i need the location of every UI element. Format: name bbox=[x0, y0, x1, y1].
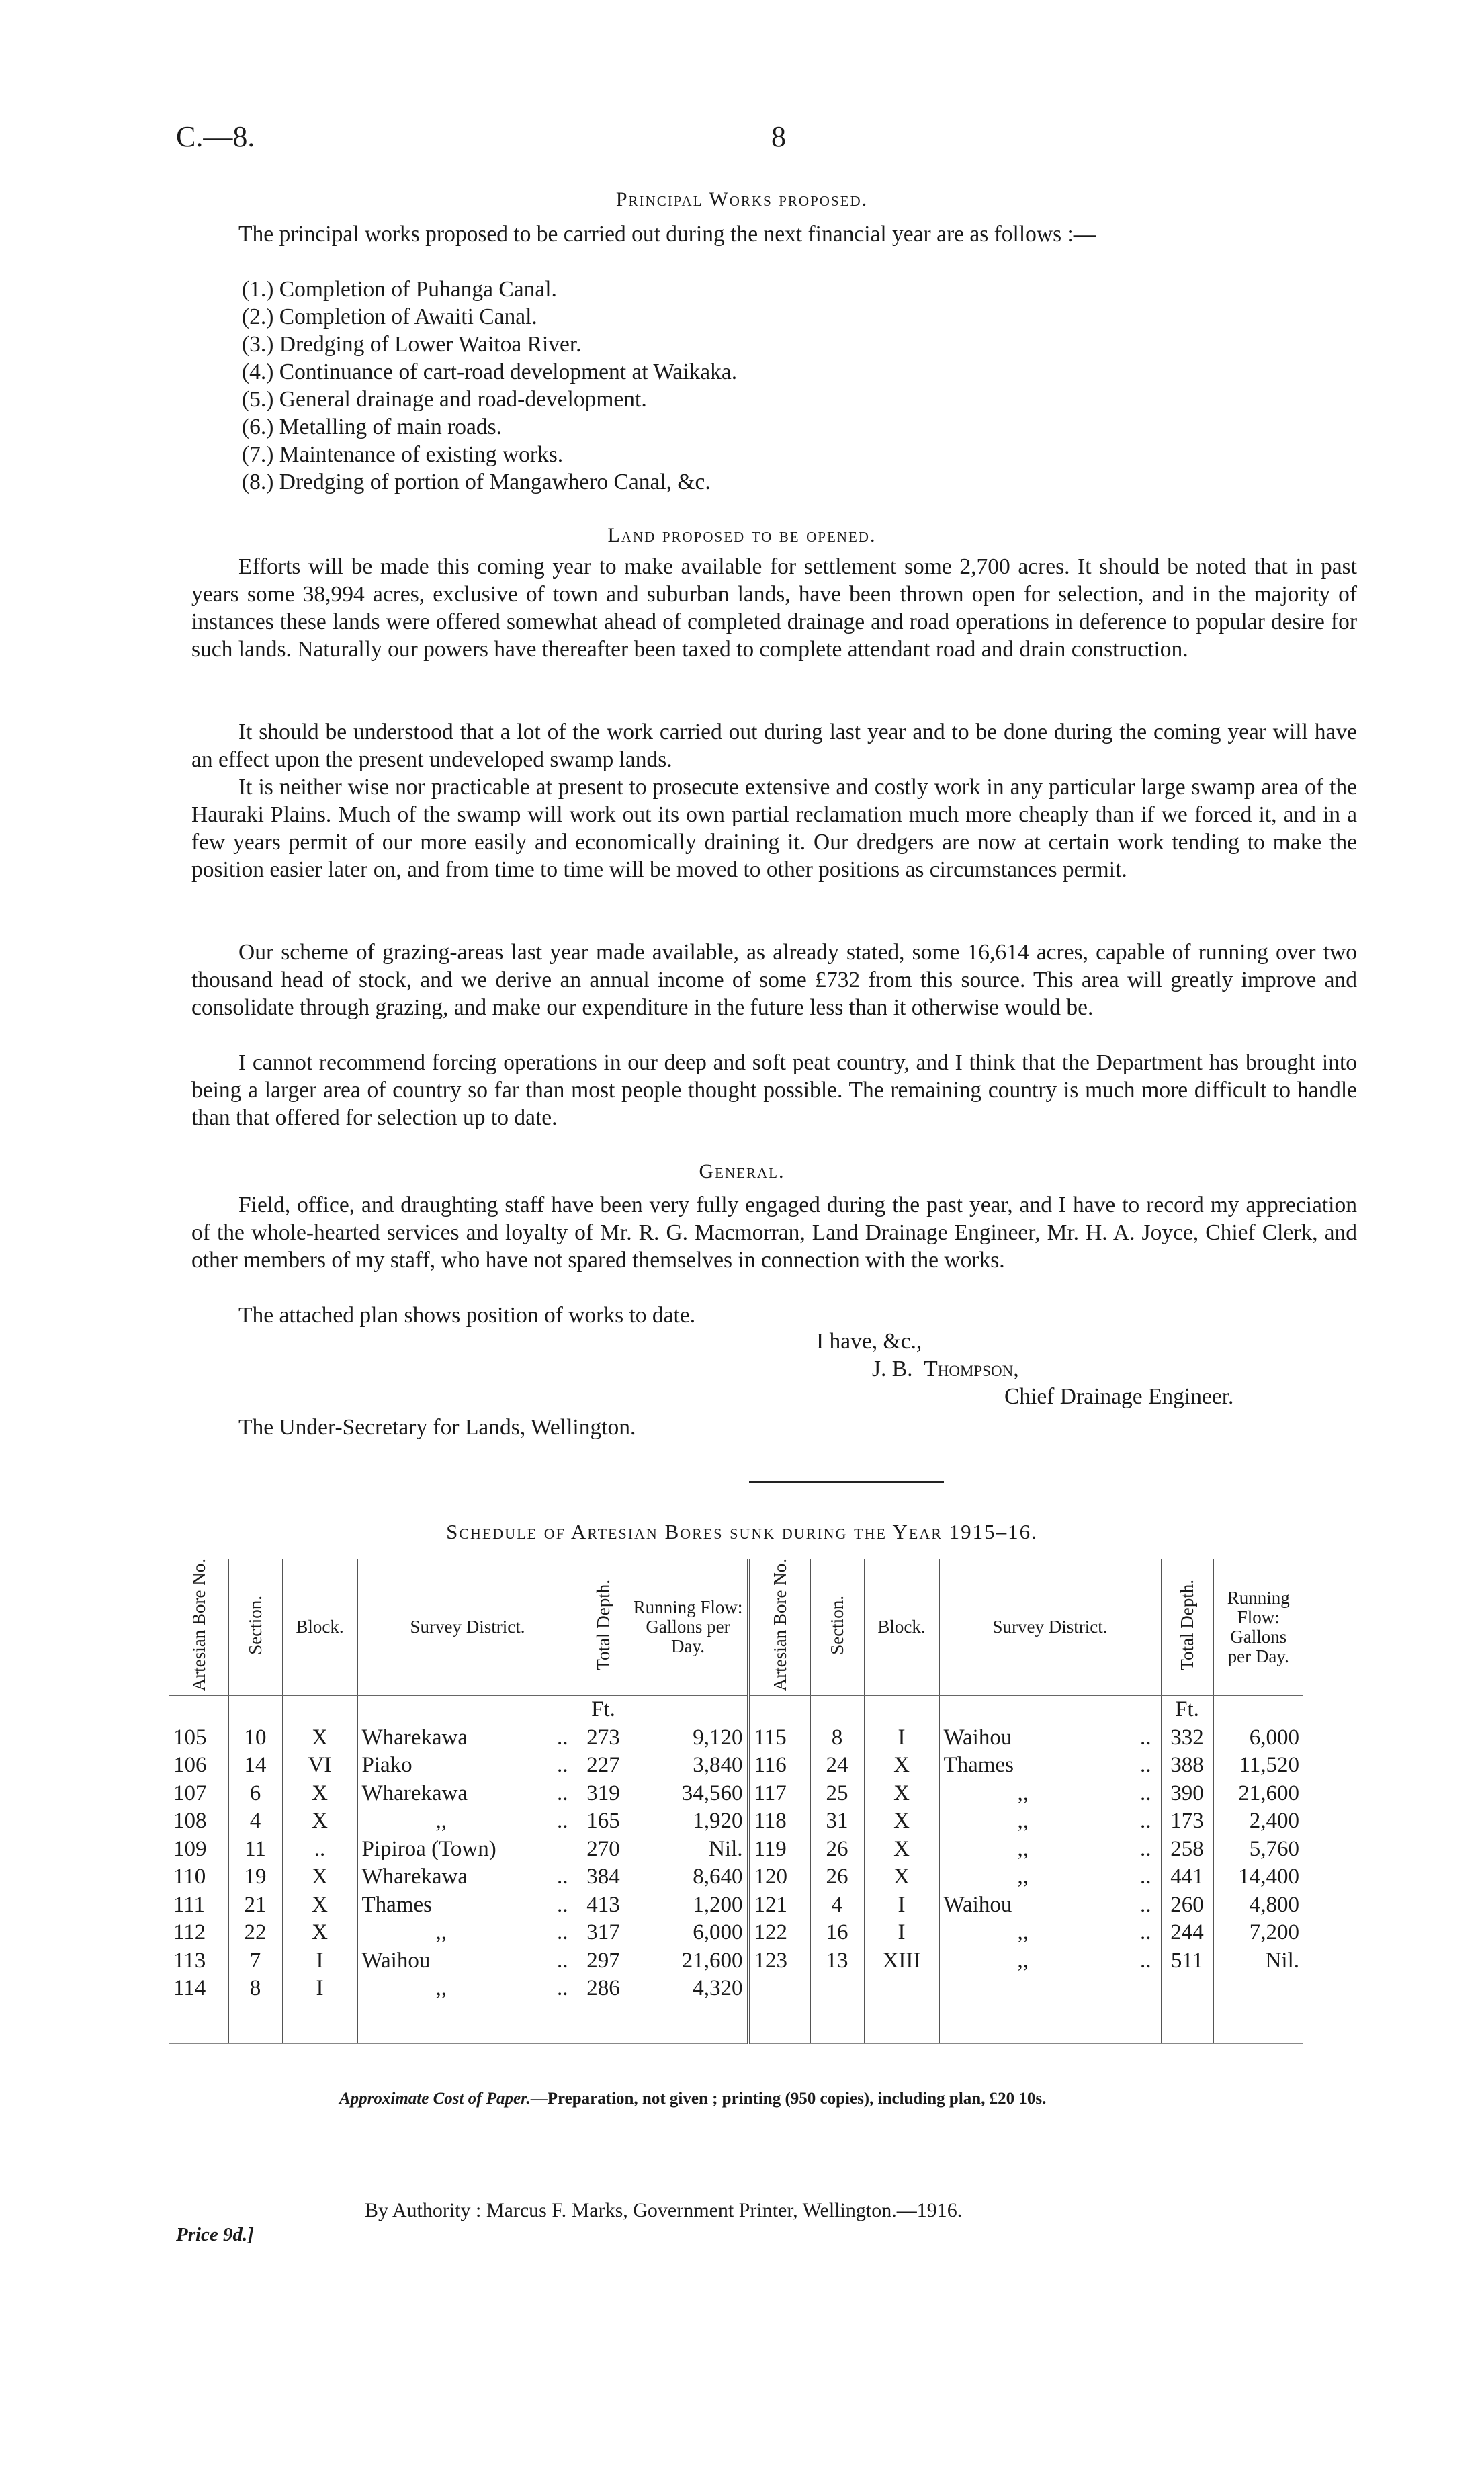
flow-cell: 21,600 bbox=[1213, 1780, 1303, 1808]
leader-dots: .. bbox=[1140, 1920, 1151, 1945]
table-row bbox=[169, 1836, 1303, 1864]
bore-no-cell: 108 bbox=[173, 1809, 207, 1834]
section-cell: 13 bbox=[810, 1947, 864, 1975]
flow-cell: 6,000 bbox=[1213, 1724, 1303, 1752]
block-cell: X bbox=[864, 1752, 939, 1780]
section-cell: 26 bbox=[810, 1863, 864, 1891]
depth-cell: 260 bbox=[1161, 1891, 1213, 1920]
block-cell: X bbox=[282, 1724, 357, 1752]
table-row bbox=[169, 1780, 1303, 1808]
depth-cell: 258 bbox=[1161, 1836, 1213, 1864]
block-cell: X bbox=[282, 1780, 357, 1808]
section-cell: 25 bbox=[810, 1780, 864, 1808]
land-paragraph: It is neither wise nor practicable at present to prosecute extensive and costly work in any particular large swamp area of the Hauraki Plains. Much of the swamp will work out its own partial reclamation much more cheaply than if we forced it, and in a few years permit of our more easily and economically draining it. Our dredgers are now at certain work tending to make the position easier later on, and from time to time will be moved to other positions as circumstances permit. bbox=[191, 775, 1357, 882]
district-cell bbox=[939, 1975, 1161, 2003]
leader-dots: .. bbox=[557, 1976, 568, 2001]
district-cell bbox=[357, 1752, 578, 1780]
leader-dots: .. bbox=[557, 1920, 568, 1945]
section-cell: 10 bbox=[228, 1724, 282, 1752]
district-cell bbox=[357, 1919, 578, 1947]
depth-cell: 173 bbox=[1161, 1807, 1213, 1836]
document-reference: C.—8. bbox=[176, 120, 255, 153]
leader-dots: .. bbox=[557, 1892, 568, 1917]
works-item: (5.) General drainage and road-development. bbox=[242, 387, 647, 412]
district-name: Wharekawa bbox=[361, 1725, 468, 1750]
flow-cell: 1,920 bbox=[629, 1807, 748, 1836]
district-name: Waihou bbox=[361, 1948, 431, 1973]
header-district: Survey District. bbox=[939, 1559, 1161, 1696]
works-item: (6.) Metalling of main roads. bbox=[242, 415, 503, 439]
general-paragraph: Field, office, and draughting staff have been very fully engaged during the past year, and I have to record my appreciation of the whole-hearted services and loyalty of Mr. R. G. Macmorran, Land Drainage Engineer, Mr. H. A. Joyce, Chief Clerk, and other members of my staff, who have not spared themselves in connection with the works. bbox=[191, 1193, 1357, 1273]
units-row bbox=[169, 1696, 1303, 1724]
section-cell: 4 bbox=[810, 1891, 864, 1920]
district-cell bbox=[939, 1891, 1161, 1920]
district-name: Wharekawa bbox=[361, 1865, 468, 1889]
leader-dots: .. bbox=[1140, 1948, 1151, 1973]
district-cell bbox=[357, 1975, 578, 2003]
price: Price 9d.] bbox=[176, 2224, 254, 2245]
flow-cell: 5,760 bbox=[1213, 1836, 1303, 1864]
bore-no-cell: 111 bbox=[173, 1892, 206, 1917]
flow-cell: Nil. bbox=[1213, 1947, 1303, 1975]
works-item: (7.) Maintenance of existing works. bbox=[242, 442, 564, 467]
table-row bbox=[169, 1807, 1303, 1836]
district-cell bbox=[357, 1807, 578, 1836]
works-list bbox=[242, 275, 737, 496]
depth-cell: 388 bbox=[1161, 1752, 1213, 1780]
block-cell: I bbox=[864, 1724, 939, 1752]
block-cell: X bbox=[864, 1836, 939, 1864]
table-header-row bbox=[169, 1559, 1303, 1696]
section-cell: 31 bbox=[810, 1807, 864, 1836]
section-cell: 14 bbox=[228, 1752, 282, 1780]
table-row bbox=[169, 1863, 1303, 1891]
bore-no-cell: 114 bbox=[173, 1976, 206, 2001]
header-depth: Total Depth. bbox=[578, 1559, 629, 1696]
closing: I have, &c., bbox=[816, 1329, 922, 1354]
leader-dots: .. bbox=[557, 1725, 568, 1750]
district-name: ,, bbox=[1017, 1836, 1029, 1861]
units-label: Ft. bbox=[1161, 1696, 1213, 1724]
flow-cell: 7,200 bbox=[1213, 1919, 1303, 1947]
cost-note: Approximate Cost of Paper.—Preparation, not given ; printing (950 copies), including plan, £20 10s. bbox=[339, 2090, 1047, 2108]
leader-dots: .. bbox=[557, 1948, 568, 1973]
flow-cell: 1,200 bbox=[629, 1891, 748, 1920]
section-cell: 8 bbox=[228, 1975, 282, 2003]
header-flow: Running Flow: Gallons per Day. bbox=[1213, 1559, 1303, 1696]
flow-cell: 2,400 bbox=[1213, 1807, 1303, 1836]
section-cell: 21 bbox=[228, 1891, 282, 1920]
flow-cell: 4,320 bbox=[629, 1975, 748, 2003]
table-row bbox=[169, 1752, 1303, 1780]
bore-no-cell: 110 bbox=[173, 1865, 206, 1889]
district-cell bbox=[939, 1863, 1161, 1891]
bore-no-cell: 119 bbox=[748, 1836, 810, 1864]
block-cell: X bbox=[282, 1891, 357, 1920]
depth-cell: 273 bbox=[578, 1724, 629, 1752]
district-name: ,, bbox=[435, 1976, 447, 2001]
header-district: Survey District. bbox=[357, 1559, 578, 1696]
principal-works-heading: Principal Works proposed. bbox=[615, 188, 869, 210]
district-name: ,, bbox=[435, 1920, 447, 1945]
principal-works-intro bbox=[191, 220, 1357, 248]
depth-cell: 441 bbox=[1161, 1863, 1213, 1891]
header-section: Section. bbox=[810, 1559, 864, 1696]
bore-no-cell: 121 bbox=[748, 1891, 810, 1920]
block-cell: I bbox=[864, 1891, 939, 1920]
leader-dots: .. bbox=[1140, 1809, 1151, 1834]
bore-no-cell: 113 bbox=[173, 1948, 206, 1973]
leader-dots: .. bbox=[557, 1809, 568, 1834]
depth-cell: 332 bbox=[1161, 1724, 1213, 1752]
block-cell: X bbox=[282, 1863, 357, 1891]
header-block: Block. bbox=[864, 1559, 939, 1696]
land-paragraph: Efforts will be made this coming year to make available for settlement some 2,700 acres. It should be noted that in past years some 38,994 acres, exclusive of town and suburban lands, have been thrown open for selection, and in the majority of instances these lands were offered somewhat ahead of completed drainage and road operations in deference to popular desire for such lands. Naturally our powers have thereafter been taxed to complete attendant road and drain construction. bbox=[191, 554, 1357, 662]
leader-dots: .. bbox=[1140, 1865, 1151, 1889]
district-cell bbox=[357, 1724, 578, 1752]
works-item: (2.) Completion of Awaiti Canal. bbox=[242, 304, 537, 329]
header-bore-no: Artesian Bore No. bbox=[748, 1559, 810, 1696]
flow-cell: Nil. bbox=[629, 1836, 748, 1864]
land-paragraph: Our scheme of grazing-areas last year made available, as already stated, some 16,614 acres, capable of running over two thousand head of stock, and we derive an annual income of some £732 from this source. This area will greatly improve and consolidate through grazing, and make our expenditure in the future less than it otherwise would be. bbox=[191, 940, 1357, 1020]
page-number: 8 bbox=[771, 120, 786, 153]
table-row bbox=[169, 1947, 1303, 1975]
district-name: Thames bbox=[361, 1892, 432, 1917]
flow-cell: 34,560 bbox=[629, 1780, 748, 1808]
district-name: Wharekawa bbox=[361, 1781, 468, 1805]
signatory-title: Chief Drainage Engineer. bbox=[1004, 1384, 1234, 1409]
district-cell bbox=[357, 1780, 578, 1808]
schedule-title: Schedule of Artesian Bores sunk during the Year 1915–16. bbox=[446, 1520, 1038, 1543]
block-cell: .. bbox=[282, 1836, 357, 1864]
district-name: Thames bbox=[943, 1753, 1014, 1778]
depth-cell: 413 bbox=[578, 1891, 629, 1920]
depth-cell: 390 bbox=[1161, 1780, 1213, 1808]
works-item: (4.) Continuance of cart-road development at Waikaka. bbox=[242, 359, 738, 384]
table-row bbox=[169, 1724, 1303, 1752]
depth-cell bbox=[1161, 1975, 1213, 2003]
section-cell: 7 bbox=[228, 1947, 282, 1975]
block-cell: X bbox=[282, 1919, 357, 1947]
depth-cell: 227 bbox=[578, 1752, 629, 1780]
leader-dots: .. bbox=[1140, 1836, 1151, 1861]
block-cell: X bbox=[864, 1807, 939, 1836]
depth-cell: 270 bbox=[578, 1836, 629, 1864]
district-name: Waihou bbox=[943, 1725, 1012, 1750]
leader-dots: .. bbox=[1140, 1725, 1151, 1750]
section-cell: 8 bbox=[810, 1724, 864, 1752]
block-cell: I bbox=[864, 1919, 939, 1947]
addressee: The Under-Secretary for Lands, Wellington. bbox=[238, 1415, 636, 1440]
flow-cell: 21,600 bbox=[629, 1947, 748, 1975]
depth-cell: 317 bbox=[578, 1919, 629, 1947]
works-item: (1.) Completion of Puhanga Canal. bbox=[242, 277, 557, 302]
header-flow: Running Flow: Gallons per Day. bbox=[629, 1559, 748, 1696]
depth-cell: 297 bbox=[578, 1947, 629, 1975]
district-cell bbox=[357, 1947, 578, 1975]
section-cell: 22 bbox=[228, 1919, 282, 1947]
printer-authority: By Authority : Marcus F. Marks, Government Printer, Wellington.—1916. bbox=[365, 2199, 963, 2221]
flow-cell: 3,840 bbox=[629, 1752, 748, 1780]
flow-cell: 4,800 bbox=[1213, 1891, 1303, 1920]
block-cell bbox=[864, 1975, 939, 2003]
leader-dots: .. bbox=[557, 1753, 568, 1778]
flow-cell: 11,520 bbox=[1213, 1752, 1303, 1780]
district-name: ,, bbox=[1017, 1920, 1029, 1945]
land-paragraph: I cannot recommend forcing operations in our deep and soft peat country, and I think that the Department has brought into being a larger area of country so far than most people thought possible. The remaining country is much more difficult to handle than that offered for selection up to date. bbox=[191, 1050, 1357, 1130]
section-cell: 4 bbox=[228, 1807, 282, 1836]
block-cell: XIII bbox=[864, 1947, 939, 1975]
depth-cell: 244 bbox=[1161, 1919, 1213, 1947]
bore-no-cell: 107 bbox=[173, 1781, 207, 1805]
block-cell: X bbox=[282, 1807, 357, 1836]
leader-dots: .. bbox=[557, 1865, 568, 1889]
leader-dots: .. bbox=[1140, 1892, 1151, 1917]
district-cell bbox=[939, 1752, 1161, 1780]
signatory-name: J. B. Thompson, bbox=[872, 1357, 1019, 1381]
flow-cell: 8,640 bbox=[629, 1863, 748, 1891]
block-cell: X bbox=[864, 1863, 939, 1891]
land-heading: Land proposed to be opened. bbox=[607, 524, 877, 546]
header-depth: Total Depth. bbox=[1161, 1559, 1213, 1696]
bores-table bbox=[169, 1559, 1303, 2044]
district-cell bbox=[939, 1780, 1161, 1808]
district-cell bbox=[939, 1807, 1161, 1836]
header-section: Section. bbox=[228, 1559, 282, 1696]
bore-no-cell: 106 bbox=[173, 1753, 207, 1778]
depth-cell: 286 bbox=[578, 1975, 629, 2003]
block-cell: X bbox=[864, 1780, 939, 1808]
bore-no-cell: 112 bbox=[173, 1920, 206, 1945]
bore-no-cell: 109 bbox=[173, 1836, 207, 1861]
bore-no-cell: 122 bbox=[748, 1919, 810, 1947]
district-name: Piako bbox=[361, 1753, 412, 1778]
block-cell: I bbox=[282, 1947, 357, 1975]
district-name: ,, bbox=[1017, 1809, 1029, 1834]
district-cell bbox=[357, 1891, 578, 1920]
bore-no-cell: 116 bbox=[748, 1752, 810, 1780]
bore-no-cell: 117 bbox=[748, 1780, 810, 1808]
depth-cell: 165 bbox=[578, 1807, 629, 1836]
section-cell: 16 bbox=[810, 1919, 864, 1947]
section-divider bbox=[749, 1481, 944, 1483]
bore-no-cell bbox=[748, 1975, 810, 2003]
district-name: ,, bbox=[435, 1809, 447, 1834]
section-cell: 26 bbox=[810, 1836, 864, 1864]
works-item: (8.) Dredging of portion of Mangawhero Canal, &c. bbox=[242, 470, 711, 495]
bore-no-cell: 118 bbox=[748, 1807, 810, 1836]
table-row bbox=[169, 1891, 1303, 1920]
section-cell: 6 bbox=[228, 1780, 282, 1808]
bore-no-cell: 115 bbox=[748, 1724, 810, 1752]
district-cell bbox=[357, 1836, 578, 1864]
section-cell: 11 bbox=[228, 1836, 282, 1864]
leader-dots: .. bbox=[1140, 1781, 1151, 1805]
district-name: Pipiroa (Town) bbox=[361, 1836, 496, 1861]
units-label: Ft. bbox=[578, 1696, 629, 1724]
table-row bbox=[169, 1919, 1303, 1947]
bore-no-cell: 120 bbox=[748, 1863, 810, 1891]
depth-cell: 511 bbox=[1161, 1947, 1213, 1975]
depth-cell: 319 bbox=[578, 1780, 629, 1808]
district-name: ,, bbox=[1017, 1948, 1029, 1973]
header-block: Block. bbox=[282, 1559, 357, 1696]
district-cell bbox=[939, 1947, 1161, 1975]
table-row bbox=[169, 1975, 1303, 2003]
bores-table-wrapper bbox=[169, 1559, 1372, 2044]
table-spacer-row bbox=[169, 2003, 1303, 2044]
district-name: ,, bbox=[1017, 1865, 1029, 1889]
leader-dots: .. bbox=[1140, 1753, 1151, 1778]
district-cell bbox=[939, 1919, 1161, 1947]
district-cell bbox=[939, 1836, 1161, 1864]
block-cell: I bbox=[282, 1975, 357, 2003]
section-cell: 24 bbox=[810, 1752, 864, 1780]
section-cell bbox=[810, 1975, 864, 2003]
leader-dots: .. bbox=[557, 1781, 568, 1805]
district-name: Waihou bbox=[943, 1892, 1012, 1917]
flow-cell bbox=[1213, 1975, 1303, 2003]
general-paragraph: The attached plan shows position of works to date. bbox=[238, 1303, 696, 1328]
flow-cell: 9,120 bbox=[629, 1724, 748, 1752]
flow-cell: 14,400 bbox=[1213, 1863, 1303, 1891]
district-cell bbox=[939, 1724, 1161, 1752]
district-cell bbox=[357, 1863, 578, 1891]
header-bore-no: Artesian Bore No. bbox=[169, 1559, 228, 1696]
bore-no-cell: 105 bbox=[173, 1725, 207, 1750]
block-cell: VI bbox=[282, 1752, 357, 1780]
flow-cell: 6,000 bbox=[629, 1919, 748, 1947]
land-paragraph: It should be understood that a lot of the work carried out during last year and to be done during the coming year will have an effect upon the present undeveloped swamp lands. bbox=[191, 720, 1357, 772]
depth-cell: 384 bbox=[578, 1863, 629, 1891]
district-name: ,, bbox=[1017, 1781, 1029, 1805]
intro-text: The principal works proposed to be carried out during the next financial year are as follows :— bbox=[238, 222, 1096, 247]
works-item: (3.) Dredging of Lower Waitoa River. bbox=[242, 332, 582, 357]
section-cell: 19 bbox=[228, 1863, 282, 1891]
general-heading: General. bbox=[699, 1160, 785, 1183]
bore-no-cell: 123 bbox=[748, 1947, 810, 1975]
